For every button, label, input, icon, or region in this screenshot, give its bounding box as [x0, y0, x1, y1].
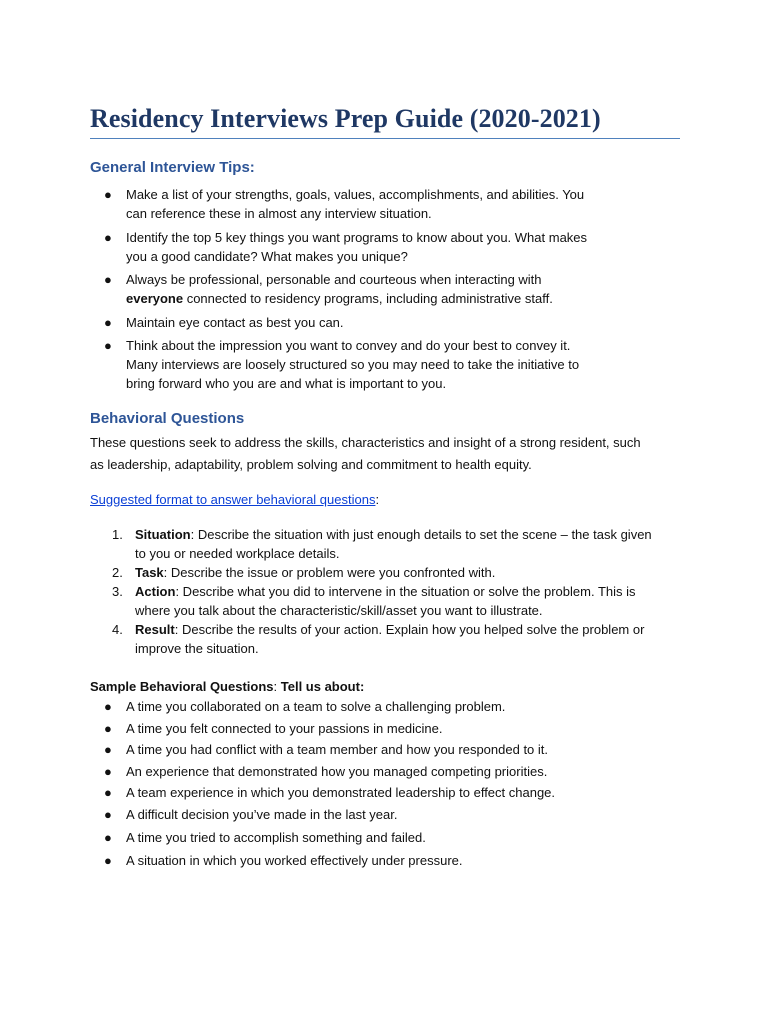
bullet-icon: ●: [104, 187, 112, 202]
list-item-text: A time you collaborated on a team to solve a challenging problem.: [126, 699, 506, 714]
list-item-text: Maintain eye contact as best you can.: [126, 315, 344, 330]
step-term: Task: [135, 565, 164, 580]
list-item-text: connected to residency programs, including administrative staff.: [183, 291, 553, 306]
list-item-text: Think about the impression you want to convey and do your best to convey it.: [126, 338, 571, 353]
list-item-text: A situation in which you worked effectively under pressure.: [126, 853, 463, 868]
step-text: : Describe the situation with just enough details to set the scene – the task given: [190, 527, 652, 542]
paragraph-line: as leadership, adaptability, problem solving and commitment to health equity.: [90, 457, 532, 472]
sample-heading-tell: Tell us about:: [280, 679, 365, 694]
list-item-text: Many interviews are loosely structured so you may need to take the initiative to: [126, 357, 580, 372]
bullet-icon: ●: [104, 699, 112, 714]
bullet-icon: ●: [104, 830, 112, 845]
list-item-text: bring forward who you are and what is important to you.: [126, 376, 447, 391]
step-number: 1.: [112, 527, 123, 542]
list-item-text: A time you tried to accomplish something and failed.: [126, 830, 426, 845]
general-tips-heading: General Interview Tips:: [90, 159, 255, 176]
step-term: Situation: [135, 527, 191, 542]
bullet-icon: ●: [104, 721, 112, 736]
list-item-text: Identify the top 5 key things you want programs to know about you. What makes: [126, 230, 588, 245]
list-item-text: A difficult decision you’ve made in the last year.: [126, 807, 398, 822]
bullet-icon: ●: [104, 785, 112, 800]
bullet-icon: ●: [104, 807, 112, 822]
bullet-icon: ●: [104, 853, 112, 868]
page-title: Residency Interviews Prep Guide (2020-2021): [90, 104, 601, 133]
list-item-text: [126, 289, 690, 308]
title-underline: [90, 138, 680, 139]
list-item-text: A time you had conflict with a team member and how you responded to it.: [126, 742, 549, 757]
bullet-icon: ●: [104, 742, 112, 757]
list-item-text: you a good candidate? What makes you unique?: [126, 249, 408, 264]
list-item-text: A team experience in which you demonstrated leadership to effect change.: [126, 785, 556, 800]
list-item-text: An experience that demonstrated how you managed competing priorities.: [126, 764, 548, 779]
step-text: where you talk about the characteristic/skill/asset you want to illustrate.: [135, 603, 543, 618]
step-number: 4.: [112, 622, 123, 637]
paragraph-line: These questions seek to address the skills, characteristics and insight of a strong resident, such: [90, 435, 641, 450]
bullet-icon: ●: [104, 338, 112, 353]
sample-questions-heading: [90, 677, 364, 696]
list-item-text: Make a list of your strengths, goals, values, accomplishments, and abilities. You: [126, 187, 585, 202]
step-text: to you or needed workplace details.: [135, 546, 340, 561]
bullet-icon: ●: [104, 272, 112, 287]
emphasis-text: everyone: [126, 291, 184, 306]
step-number: 3.: [112, 584, 123, 599]
step-text: improve the situation.: [135, 641, 259, 656]
format-link[interactable]: Suggested format to answer behavioral questions: [90, 492, 376, 507]
list-item-text: can reference these in almost any interview situation.: [126, 206, 432, 221]
step-term: Result: [135, 622, 175, 637]
list-item-text: Always be professional, personable and courteous when interacting with: [126, 272, 542, 287]
bullet-icon: ●: [104, 764, 112, 779]
step-text: : Describe the issue or problem were you confronted with.: [163, 565, 496, 580]
format-link-line: [90, 489, 690, 511]
step-text: : Describe what you did to intervene in the situation or solve the problem. This is: [175, 584, 636, 599]
step-number: 2.: [112, 565, 123, 580]
behavioral-heading: Behavioral Questions: [90, 410, 245, 427]
colon-text: :: [375, 492, 380, 507]
bullet-icon: ●: [104, 230, 112, 245]
bullet-icon: ●: [104, 315, 112, 330]
step-term: Action: [135, 584, 176, 599]
behavioral-intro: [90, 432, 690, 476]
sample-heading-sep: :: [273, 679, 281, 694]
sample-heading-label: Sample Behavioral Questions: [90, 679, 274, 694]
list-item-text: A time you felt connected to your passions in medicine.: [126, 721, 443, 736]
step-text: : Describe the results of your action. Explain how you helped solve the problem or: [174, 622, 645, 637]
